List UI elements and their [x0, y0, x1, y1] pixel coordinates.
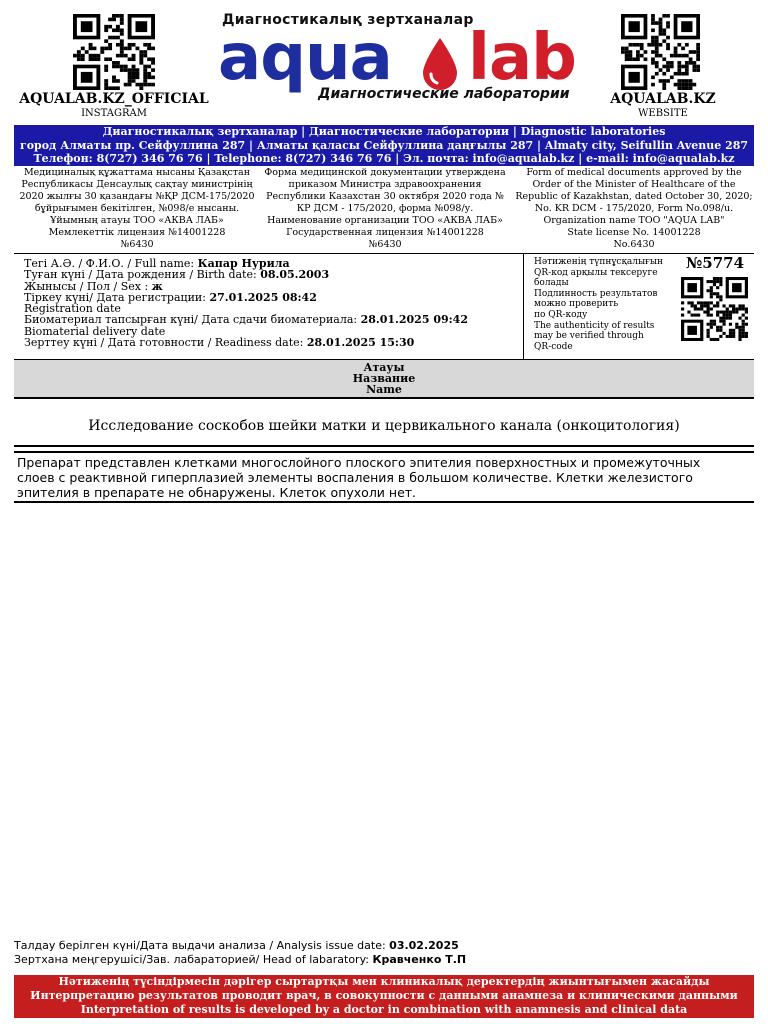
verify-line: болады: [534, 278, 569, 289]
legal-kz-line: 2020 жылғы 30 қазандағы №ҚР ДСМ-175/2020: [19, 191, 255, 202]
registration-label: Тіркеу күні/ Дата регистрации:: [24, 290, 210, 304]
notice-line-ru: Интерпретацию результатов проводит врач, в совокупности с данными анамнеза и клиническими данными: [30, 989, 738, 1002]
lab-head-label: Зертхана меңгерушісі/Зав. лабараторией/ Head of labaratory:: [14, 953, 373, 966]
instagram-label: INSTAGRAM: [81, 108, 147, 119]
legal-ru-line: Государственная лицензия №14001228: [286, 227, 484, 238]
logo-tagline-ru: Диагностические лаборатории: [318, 86, 570, 102]
patient-dob-label: Туған күні / Дата рождения / Birth date:: [24, 268, 261, 282]
readiness-value: 28.01.2025 15:30: [306, 336, 415, 350]
legal-en-line: Organization name TOO "AQUA LAB": [543, 215, 725, 226]
interpretation-notice: [14, 975, 754, 1018]
legal-kz-line: Ұйымның атауы ТОО «АКВА ЛАБ»: [50, 215, 224, 226]
legal-en-line: Order of the Minister of Healthcare of the: [532, 179, 736, 190]
legal-kz-line: №6430: [120, 239, 154, 250]
contact-bar-line-1: Диагностикалық зертханалар | Диагностические лаборатории | Diagnostic laboratories: [102, 125, 666, 138]
legal-en-line: No. KR DCM - 175/2020, Form No.098/u.: [534, 203, 734, 214]
report-number: №5774: [685, 254, 745, 272]
study-result-line: слоев с реактивной гиперплазией элементы воспаления в большом количестве. Клетки железистого: [17, 470, 693, 485]
info-box-separator: [523, 253, 524, 359]
legal-kz: [14, 167, 260, 251]
logo-aqua-text: aqua: [218, 21, 392, 95]
legal-ru: [262, 167, 508, 251]
legal-en-line: State license No. 14001228: [567, 227, 701, 238]
patient-name-label: Тегі А.Ә. / Ф.И.О. / Full name:: [24, 257, 198, 270]
registration-label-en: Registration date: [24, 302, 121, 316]
biomaterial-label: Биоматериал тапсырған күні/ Дата сдачи биоматериала:: [24, 313, 361, 327]
legal-en: [510, 167, 758, 251]
instagram-qr-code: [73, 14, 155, 90]
contact-bar-line-3: Телефон: 8(727) 346 76 76 | Telephone: 8(727) 346 76 76 | Эл. почта: info@aqualab.kz | e-mail: info@aqualab.kz: [33, 152, 735, 165]
verify-line: may be verified through: [534, 331, 644, 342]
contact-bar: [14, 125, 754, 166]
notice-line-kz: Нәтиженің түсіндірмесін дәрігер сыртартқы мен клиникалық деректердің жиынтығымен жасайды: [58, 975, 710, 988]
legal-kz-line: Республикасы Денсаулық сақтау министрінің: [21, 179, 253, 190]
legal-ru-line: Республики Казахстан 30 октября 2020 года №: [266, 191, 504, 202]
patient-sex-value: ж: [151, 279, 163, 293]
verify-note: [534, 257, 674, 352]
registration-value: 27.01.2025 08:42: [209, 290, 317, 304]
logo: [218, 12, 590, 104]
legal-ru-line: Форма медицинской документации утверждена: [264, 167, 506, 178]
website-handle[interactable]: AQUALAB.KZ: [610, 91, 716, 107]
verify-line: можно проверить: [534, 299, 619, 310]
table-header-en: Name: [366, 383, 402, 396]
divider: [14, 253, 754, 254]
legal-ru-line: приказом Министра здравоохранения: [288, 179, 482, 190]
legal-ru-line: №6430: [368, 239, 402, 250]
verify-line: QR-код арқылы тексеруге: [534, 267, 658, 278]
biomaterial-value: 28.01.2025 09:42: [360, 313, 468, 327]
study-result-line: эпителия в препарате не обнаружены. Клеток опухоли нет.: [17, 485, 417, 500]
patient-name-value: Капар Нурила: [197, 257, 290, 270]
verify-line: по QR-коду: [534, 309, 588, 320]
patient-dob-value: 08.05.2003: [260, 268, 330, 282]
issue-date-label: Талдау берілген күні/Дата выдачи анализа / Analysis issue date:: [14, 939, 390, 952]
study-title: Исследование соскобов шейки матки и цервикального канала (онкоцитология): [88, 418, 680, 434]
website-qr-code: [621, 14, 700, 90]
study-result: [17, 455, 752, 500]
verify-line: Нәтиженің түпнұсқалығын: [534, 257, 664, 267]
issue-date-value: 03.02.2025: [389, 939, 459, 952]
contact-bar-line-2: город Алматы пр. Сейфуллина 287 | Алматы қаласы Сейфуллина даңғылы 287 | Almaty city, Seifullin Avenue 287: [19, 138, 749, 152]
verify-line: Подлинность результатов: [534, 288, 658, 299]
study-result-line: Препарат представлен клетками многослойного плоского эпителия поверхностных и промежуточных: [17, 455, 701, 470]
patient-info: [24, 258, 520, 348]
logo-tagline-kz: Диагностикалық зертханалар: [222, 12, 474, 28]
biomaterial-label-en: Biomaterial delivery date: [24, 324, 166, 338]
lab-head-row: [14, 953, 754, 966]
issue-date-row: [14, 939, 754, 952]
legal-en-line: Republic of Kazakhstan, dated October 30, 2020;: [515, 191, 753, 202]
legal-ru-line: КР ДСМ - 175/2020, форма №098/у.: [296, 203, 474, 214]
legal-en-line: Form of medical documents approved by the: [526, 167, 742, 178]
table-header: [14, 359, 754, 399]
table-header-ru: Название: [352, 372, 416, 385]
divider: [14, 501, 754, 503]
website-label: WEBSITE: [638, 108, 688, 119]
instagram-handle[interactable]: AQUALAB.KZ_OFFICIAL: [19, 91, 209, 107]
legal-kz-line: бұйрығымен бекітілген, №098/е нысаны.: [34, 203, 240, 214]
readiness-row: [24, 337, 520, 348]
divider: [14, 445, 754, 447]
lab-head-value: Кравченко Т.П: [372, 953, 467, 966]
logo-lab-text: lab: [468, 21, 576, 95]
readiness-label: Зерттеу күні / Дата готовности / Readiness date:: [24, 336, 307, 350]
verify-line: QR-code: [534, 341, 573, 352]
legal-en-line: No.6430: [613, 239, 655, 250]
drop-icon: [419, 36, 461, 92]
table-header-kz: Атауы: [363, 361, 405, 374]
patient-sex-label: Жынысы / Пол / Sex :: [24, 279, 152, 293]
legal-kz-line: Медициналық құжаттама нысаны Қазақстан: [23, 167, 251, 178]
legal-kz-line: Мемлекеттік лицензия №14001228: [48, 227, 226, 238]
verify-qr-code: [681, 277, 748, 341]
divider: [14, 451, 754, 453]
legal-ru-line: Наименование организации ТОО «АКВА ЛАБ»: [267, 215, 503, 226]
verify-line: The authenticity of results: [534, 320, 655, 331]
notice-line-en: Interpretation of results is developed by a doctor in combination with anamnesis and clinical data: [80, 1003, 688, 1016]
